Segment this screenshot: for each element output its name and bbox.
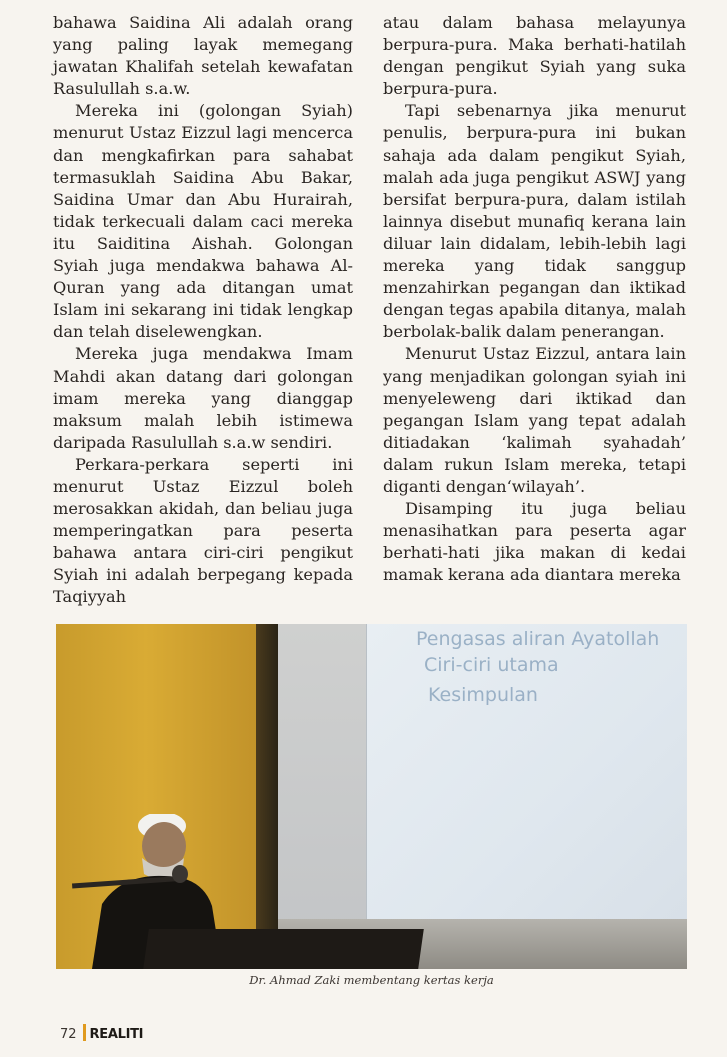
paragraph: Disamping itu juga beliau menasihatkan para peserta agar berhati-hati jika makan di kedai mamak kerana ada diantara mereka <box>383 499 686 585</box>
paragraph: atau dalam bahasa melayunya berpura-pura. Maka berhati-hatilah dengan pengikut Syiah yang suka berpura-pura. <box>383 13 686 99</box>
paragraph: Perkara-perkara seperti ini menurut Ustaz Eizzul boleh merosakkan akidah, dan beliau juga memperingatkan para peserta bahawa antara ciri-ciri pengikut Syiah ini adalah berpegang kepada Taqiyyah <box>53 454 353 607</box>
article-column-right <box>383 12 686 586</box>
page-number: 72 <box>60 1027 77 1042</box>
paragraph: Tapi sebenarnya jika menurut penulis, berpura-pura ini bukan sahaja ada dalam pengikut Syiah, malah ada juga pengikut ASWJ yang bersifat berpura-pura, dalam istilah lainnya disebut munafiq kerana lain diluar lain didalam, lebih-lebih lagi mereka yang tidak sanggup menzahirkan pegangan dan iktikad dengan tegas apabila ditanya, malah berbolak-balik dalam penerangan. <box>383 101 686 342</box>
paragraph: Mereka ini (golongan Syiah) menurut Ustaz Eizzul lagi mencerca dan mengkafirkan para sahabat termasuklah Saidina Abu Bakar, Saidina Umar dan Abu Hurairah, tidak terkecuali dalam caci mereka itu Saiditina Aishah. Golongan Syiah juga mendakwa bahawa Al-Quran yang ada ditangan umat Islam ini sekarang ini tidak lengkap dan telah diselewengkan. <box>53 101 353 342</box>
photo-caption: Dr. Ahmad Zaki membentang kertas kerja <box>249 973 494 987</box>
paragraph: bahawa Saidina Ali adalah orang yang paling layak memegang jawatan Khalifah setelah kewafatan Rasulullah s.a.w. <box>53 13 353 99</box>
paragraph: Mereka juga mendakwa Imam Mahdi akan datang dari golongan imam mereka yang dianggap maksum malah lebih istimewa daripada Rasulullah s.a.w sendiri. <box>53 344 353 452</box>
magazine-name: REALITI <box>89 1027 144 1042</box>
speaker-photo <box>56 624 687 969</box>
slide-line: Pengasas aliran Ayatollah <box>416 628 660 650</box>
podium <box>143 929 424 969</box>
accent-bar <box>83 1024 86 1041</box>
paragraph: Menurut Ustaz Eizzul, antara lain yang menjadikan golongan syiah ini menyeleweng dari iktikad dan pegangan Islam yang tepat adalah ditiadakan ‘kalimah syahadah’ dalam rukun Islam mereka, tetapi diganti dengan‘wilayah’. <box>383 344 686 496</box>
slide-line: Kesimpulan <box>428 684 538 706</box>
photo-pillar <box>256 624 278 969</box>
article-column-left <box>53 12 353 609</box>
slide-line: Ciri-ciri utama <box>424 654 559 676</box>
page-footer <box>60 1024 143 1042</box>
